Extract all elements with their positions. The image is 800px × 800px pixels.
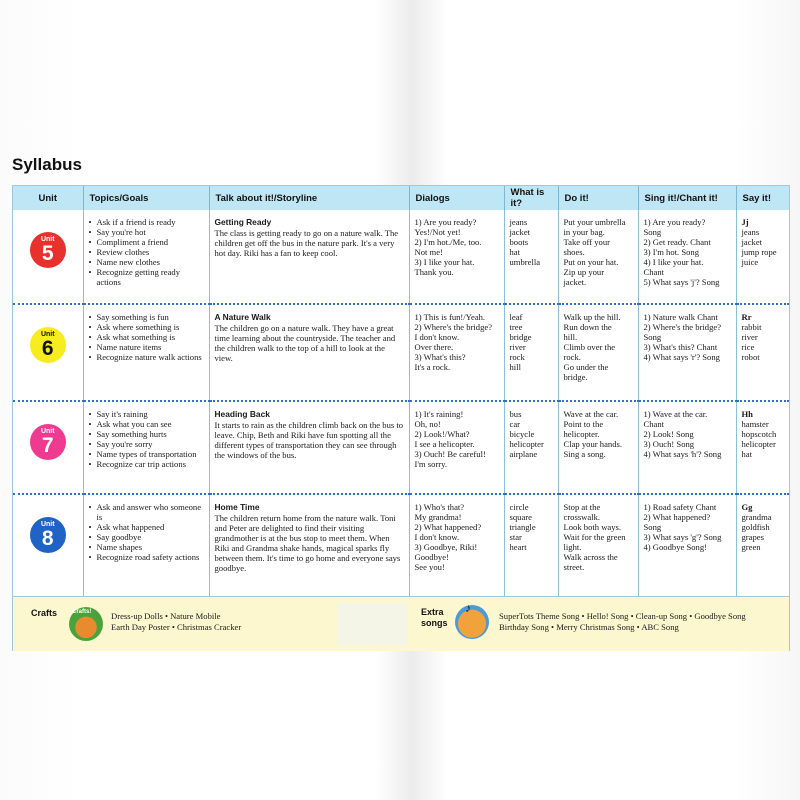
song-line: 2) What happened? xyxy=(643,512,711,522)
song-line: 4) What says 'r'? Song xyxy=(643,352,720,362)
dialog-line: 2) What happened? xyxy=(414,522,482,532)
unit-badge-number: 7 xyxy=(41,434,54,457)
vocab-word: square xyxy=(509,512,532,522)
song-line: 3) I'm hot. Song xyxy=(643,247,699,257)
header-row xyxy=(13,186,789,210)
goal-item: • Ask what something is xyxy=(97,332,204,342)
sing-it-cell xyxy=(638,494,736,610)
vocab-word: umbrella xyxy=(509,257,541,267)
action-line: in your bag. xyxy=(563,227,605,237)
phonics-word: grapes xyxy=(741,532,764,542)
goal-item: • Ask what happened xyxy=(97,522,204,532)
unit-badge-label: Unit xyxy=(40,331,55,338)
story-text: The class is getting ready to go on a nature walk. The children get off the bus in the nature park. It's a very hot day. Riki has a fan to keep cool. xyxy=(214,228,399,258)
say-it-cell xyxy=(736,210,789,304)
action-line: jacket. xyxy=(563,277,587,287)
action-line: rock. xyxy=(563,352,581,362)
action-line: Go under the xyxy=(563,362,609,372)
phonics-word: jump rope xyxy=(741,247,777,257)
unit-badge-label: Unit xyxy=(40,236,55,243)
vocab-word: river xyxy=(509,342,526,352)
song-line: Chant xyxy=(643,419,665,429)
phonics-word: grandma xyxy=(741,512,772,522)
vocab-word: star xyxy=(509,532,522,542)
goal-item: • Name types of transportation xyxy=(97,449,204,459)
action-line: Climb over the xyxy=(563,342,616,352)
topics-goals-cell xyxy=(83,304,209,401)
unit-row xyxy=(13,210,789,304)
song-line: 1) Are you ready? xyxy=(643,217,706,227)
vocab-word: circle xyxy=(509,502,529,512)
goal-item: • Ask where something is xyxy=(97,322,204,332)
vocab-word: leaf xyxy=(509,312,523,322)
action-line: Run down the xyxy=(563,322,612,332)
say-it-cell xyxy=(736,401,789,494)
dialog-line: Goodbye! xyxy=(414,552,449,562)
story-text: It starts to rain as the children climb back on the bus to leave. Chip, Beth and Riki have fun spotting all the different types of transportation they can see through the windows of the bus. xyxy=(214,420,404,460)
goal-item: • Ask and answer who someone is xyxy=(97,502,204,522)
vocab-word: hill xyxy=(509,362,521,372)
goal-item: • Ask what you can see xyxy=(97,419,204,429)
header-storyline: Talk about it!/Storyline xyxy=(209,186,409,210)
dialog-line: 1) It's raining! xyxy=(414,409,464,419)
action-line: bridge. xyxy=(563,372,588,382)
music-note-icon: ♪ xyxy=(465,601,471,615)
vocab-word: bus xyxy=(509,409,522,419)
sing-it-cell xyxy=(638,304,736,401)
goal-item: • Compliment a friend xyxy=(97,237,204,247)
song-line: 1) Nature walk Chant xyxy=(643,312,718,322)
craft-kid-icon xyxy=(69,607,103,641)
song-line: 3) Ouch! Song xyxy=(643,439,695,449)
song-line: Song xyxy=(643,227,662,237)
goal-item: • Name new clothes xyxy=(97,257,204,267)
action-line: Look both ways. xyxy=(563,522,622,532)
unit-row xyxy=(13,401,789,494)
unit-cell xyxy=(13,494,83,610)
phonics-word: rice xyxy=(741,342,755,352)
dialog-line: Not me! xyxy=(414,247,443,257)
vocab-word: boots xyxy=(509,237,529,247)
action-line: Take off your xyxy=(563,237,610,247)
song-line: 3) What says 'g'? Song xyxy=(643,532,722,542)
say-it-cell xyxy=(736,494,789,610)
goals-list xyxy=(89,409,204,469)
syllabus-table xyxy=(13,186,789,610)
action-line: crosswalk. xyxy=(563,512,601,522)
say-it-cell xyxy=(736,304,789,401)
header-what-is-it: What is it? xyxy=(504,186,558,210)
dialog-line: 2) Look!/What? xyxy=(414,429,470,439)
action-line: light. xyxy=(563,542,582,552)
vocab-word: tree xyxy=(509,322,523,332)
action-line: Walk up the hill. xyxy=(563,312,621,322)
phonics-word: robot xyxy=(741,352,760,362)
dialog-line: I'm sorry. xyxy=(414,459,447,469)
dialog-line: 3) I like your hat. xyxy=(414,257,475,267)
goal-item: • Say you're hot xyxy=(97,227,204,237)
do-it-cell xyxy=(558,210,638,304)
crafts-line-2: Earth Day Poster • Christmas Cracker xyxy=(111,622,242,632)
singing-cat-icon xyxy=(455,601,489,639)
vocab-word: heart xyxy=(509,542,527,552)
phonics-word: Gg xyxy=(741,502,753,512)
unit-row xyxy=(13,494,789,610)
song-line: 1) Wave at the car. xyxy=(643,409,708,419)
dialogs-cell xyxy=(409,401,504,494)
song-line: 2) Where's the bridge? xyxy=(643,322,722,332)
action-line: Put on your hat. xyxy=(563,257,619,267)
vocab-word: rock xyxy=(509,352,525,362)
story-title: A Nature Walk xyxy=(214,312,271,322)
vocab-word: car xyxy=(509,419,520,429)
sing-it-cell xyxy=(638,210,736,304)
unit-badge xyxy=(30,327,66,363)
dialog-line: 1) Who's that? xyxy=(414,502,465,512)
dialog-line: My grandma! xyxy=(414,512,462,522)
action-line: hill. xyxy=(563,332,578,342)
topics-goals-cell xyxy=(83,494,209,610)
story-text: The children go on a nature walk. They have a great time learning about the countryside. The teacher and the children walk to the top of a hill to look at the view. xyxy=(214,323,396,363)
crafts-icon-text: Crafts! xyxy=(72,609,92,615)
unit-badge xyxy=(30,517,66,553)
song-line: 5) What says 'j'? Song xyxy=(643,277,720,287)
goals-list xyxy=(89,217,204,287)
vocab-word: bicycle xyxy=(509,429,535,439)
header-dialogs: Dialogs xyxy=(409,186,504,210)
story-text: The children return home from the nature walk. Toni and Peter are delighted to find their visiting grandmother is at the bus stop to meet them. When Riki and Grandma shake hands, magical sparks fly between them. It's time to go home and everyone says goodbye. xyxy=(214,513,401,573)
unit-badge-label: Unit xyxy=(40,521,55,528)
action-line: Stop at the xyxy=(563,502,601,512)
story-title: Getting Ready xyxy=(214,217,272,227)
phonics-word: rabbit xyxy=(741,322,762,332)
topics-goals-cell xyxy=(83,401,209,494)
dialog-line: 3) Ouch! Be careful! xyxy=(414,449,486,459)
do-it-cell xyxy=(558,304,638,401)
dialogs-cell xyxy=(409,304,504,401)
dialog-line: I see a helicopter. xyxy=(414,439,475,449)
dialog-line: 2) I'm hot./Me, too. xyxy=(414,237,482,247)
do-it-cell xyxy=(558,494,638,610)
vocab-word: helicopter xyxy=(509,439,544,449)
goal-item: • Say something is fun xyxy=(97,312,204,322)
phonics-word: jeans xyxy=(741,227,760,237)
goals-list xyxy=(89,312,204,362)
goal-item: • Ask if a friend is ready xyxy=(97,217,204,227)
vocab-word: jacket xyxy=(509,227,531,237)
unit-badge xyxy=(30,232,66,268)
phonics-word: helicopter xyxy=(741,439,776,449)
song-line: 4) What says 'h'? Song xyxy=(643,449,722,459)
dialog-line: It's a rock. xyxy=(414,362,451,372)
goal-item: • Recognize car trip actions xyxy=(97,459,204,469)
sing-it-cell xyxy=(638,401,736,494)
phonics-word: Hh xyxy=(741,409,753,419)
dialog-line: See you! xyxy=(414,562,445,572)
phonics-word: hamster xyxy=(741,419,769,429)
storyline-cell xyxy=(209,494,409,610)
storyline-cell xyxy=(209,210,409,304)
vocab-word: jeans xyxy=(509,217,528,227)
unit-row xyxy=(13,304,789,401)
dialog-line: 1) Are you ready? xyxy=(414,217,477,227)
action-line: Point to the xyxy=(563,419,604,429)
extra-songs-line-1: SuperTots Theme Song • Hello! Song • Clean-up Song • Goodbye Song xyxy=(499,611,746,621)
dialog-line: 2) Where's the bridge? xyxy=(414,322,493,332)
phonics-word: jacket xyxy=(741,237,763,247)
goal-item: • Say goodbye xyxy=(97,532,204,542)
unit-rows xyxy=(13,210,789,610)
song-line: Song xyxy=(643,332,662,342)
goal-item: • Say it's raining xyxy=(97,409,204,419)
goal-item: • Name nature items xyxy=(97,342,204,352)
action-line: Wave at the car. xyxy=(563,409,619,419)
vocab-word: hat xyxy=(509,247,520,257)
header-do-it: Do it! xyxy=(558,186,638,210)
phonics-word: hopscotch xyxy=(741,429,777,439)
storyline-cell xyxy=(209,304,409,401)
dialog-line: Over there. xyxy=(414,342,454,352)
what-is-it-cell xyxy=(504,304,558,401)
action-line: Put your umbrella xyxy=(563,217,626,227)
story-title: Home Time xyxy=(214,502,260,512)
dialog-line: Yes!/Not yet! xyxy=(414,227,461,237)
vocab-word: airplane xyxy=(509,449,538,459)
unit-badge-number: 8 xyxy=(41,527,54,550)
faded-stamp xyxy=(338,603,408,645)
goal-item: • Recognize getting ready actions xyxy=(97,267,204,287)
vocab-word: triangle xyxy=(509,522,536,532)
action-line: Clap your hands. xyxy=(563,439,622,449)
what-is-it-cell xyxy=(504,494,558,610)
dialog-line: I don't know. xyxy=(414,532,460,542)
phonics-word: goldfish xyxy=(741,522,770,532)
action-line: Zip up your xyxy=(563,267,605,277)
goal-item: • Recognize nature walk actions xyxy=(97,352,204,362)
unit-cell xyxy=(13,304,83,401)
unit-badge-label: Unit xyxy=(40,428,55,435)
dialog-line: I don't know. xyxy=(414,332,460,342)
storyline-cell xyxy=(209,401,409,494)
action-line: helicopter. xyxy=(563,429,600,439)
do-it-cell xyxy=(558,401,638,494)
song-line: 4) I like your hat. xyxy=(643,257,704,267)
what-is-it-cell xyxy=(504,401,558,494)
action-line: shoes. xyxy=(563,247,585,257)
song-line: 4) Goodbye Song! xyxy=(643,542,707,552)
header-sing-it: Sing it!/Chant it! xyxy=(638,186,736,210)
dialog-line: 3) Goodbye, Riki! xyxy=(414,542,478,552)
vocab-word: bridge xyxy=(509,332,532,342)
phonics-word: juice xyxy=(741,257,759,267)
dialog-line: Oh, no! xyxy=(414,419,441,429)
extra-songs-label-1: Extra xyxy=(421,607,444,617)
song-line: 2) Look! Song xyxy=(643,429,694,439)
dialog-line: 1) This is fun!/Yeah. xyxy=(414,312,486,322)
crafts-line-1: Dress-up Dolls • Nature Mobile xyxy=(111,611,221,621)
syllabus-sheet xyxy=(12,185,790,651)
topics-goals-cell xyxy=(83,210,209,304)
goal-item: • Say something hurts xyxy=(97,429,204,439)
extra-songs-line-2: Birthday Song • Merry Christmas Song • ABC Song xyxy=(499,622,679,632)
phonics-word: Jj xyxy=(741,217,749,227)
action-line: street. xyxy=(563,562,585,572)
extra-songs-label-2: songs xyxy=(421,618,448,628)
unit-badge xyxy=(30,424,66,460)
goal-item: • Recognize road safety actions xyxy=(97,552,204,562)
goal-item: • Name shapes xyxy=(97,542,204,552)
goals-list xyxy=(89,502,204,562)
action-line: Sing a song. xyxy=(563,449,606,459)
dialog-line: 3) What's this? xyxy=(414,352,466,362)
header-topics-goals: Topics/Goals xyxy=(83,186,209,210)
goal-item: • Review clothes xyxy=(97,247,204,257)
page-title: Syllabus xyxy=(12,155,82,174)
action-line: Walk across the xyxy=(563,552,618,562)
phonics-word: green xyxy=(741,542,761,552)
song-line: Song xyxy=(643,522,662,532)
unit-badge-number: 6 xyxy=(41,337,54,360)
story-title: Heading Back xyxy=(214,409,270,419)
phonics-word: Rr xyxy=(741,312,752,322)
dialog-line: Thank you. xyxy=(414,267,454,277)
header-say-it: Say it! xyxy=(736,186,789,210)
what-is-it-cell xyxy=(504,210,558,304)
unit-badge-number: 5 xyxy=(41,242,54,265)
phonics-word: river xyxy=(741,332,758,342)
unit-cell xyxy=(13,210,83,304)
song-line: 2) Get ready. Chant xyxy=(643,237,711,247)
phonics-word: hat xyxy=(741,449,752,459)
action-line: Wait for the green xyxy=(563,532,626,542)
song-line: 3) What's this? Chant xyxy=(643,342,718,352)
song-line: 1) Road safety Chant xyxy=(643,502,717,512)
footer-bar xyxy=(13,596,789,651)
dialogs-cell xyxy=(409,494,504,610)
dialogs-cell xyxy=(409,210,504,304)
song-line: Chant xyxy=(643,267,665,277)
goal-item: • Say you're sorry xyxy=(97,439,204,449)
crafts-label: Crafts xyxy=(31,608,58,618)
header-unit: Unit xyxy=(13,186,83,210)
unit-cell xyxy=(13,401,83,494)
